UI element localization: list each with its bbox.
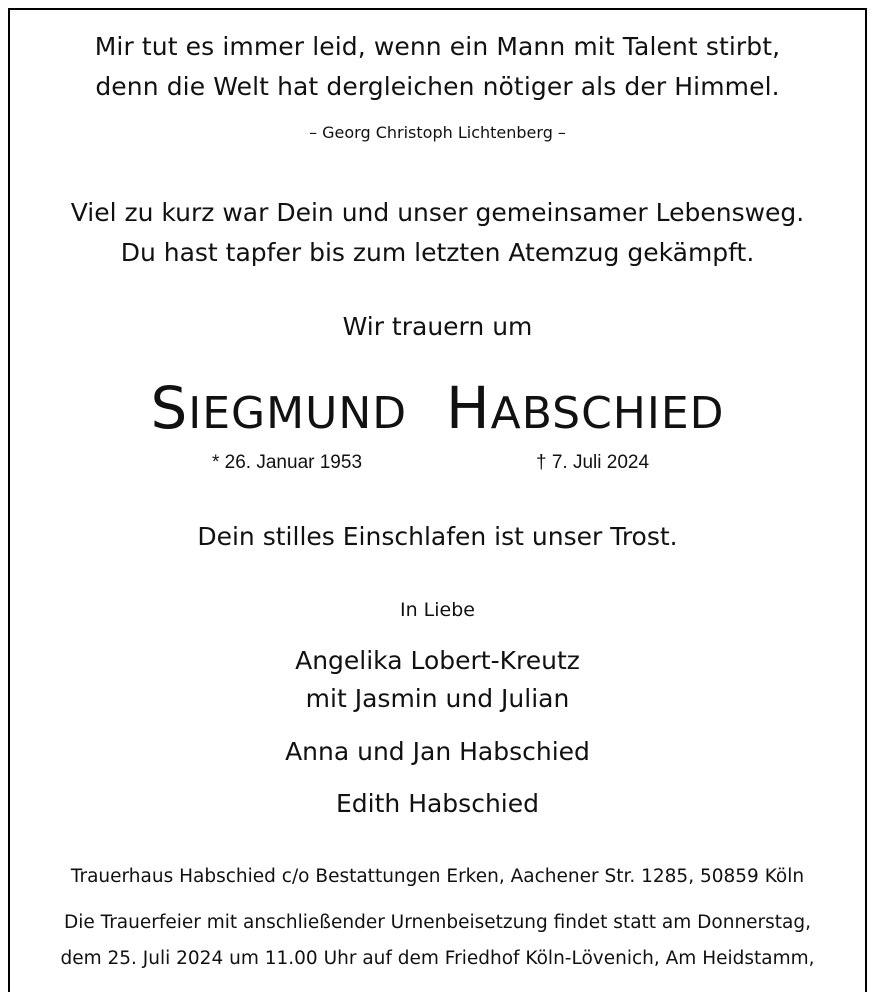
quote-line-1: Mir tut es immer leid, wenn ein Mann mit Talent stirbt, xyxy=(94,32,781,61)
last-name-rest: ABSCHIED xyxy=(490,388,725,439)
quote-author: – Georg Christoph Lichtenberg – xyxy=(309,123,566,142)
last-name-initial: H xyxy=(446,374,491,442)
ceremony-line-2: dem 25. Juli 2024 um 11.00 Uhr auf dem Friedhof Köln-Lövenich, Am Heidstamm, xyxy=(60,948,815,969)
mourning-intro: Wir trauern um xyxy=(342,312,533,341)
deceased-name xyxy=(10,374,865,442)
mourner-line-4: Edith Habschied xyxy=(335,789,539,818)
mourner-line-3: Anna und Jan Habschied xyxy=(285,737,590,766)
obituary-frame xyxy=(8,8,867,992)
death-date: † 7. Juli 2024 xyxy=(536,452,650,473)
mourning-house-address: Trauerhaus Habschied c/o Bestattungen Erken, Aachener Str. 1285, 50859 Köln xyxy=(70,866,805,887)
mourner-line-1: Angelika Lobert-Kreutz xyxy=(295,646,580,675)
birth-date: * 26. Januar 1953 xyxy=(212,452,363,473)
verse-line-2: Du hast tapfer bis zum letzten Atemzug gekämpft. xyxy=(120,238,755,267)
consolation-line: Dein stilles Einschlafen ist unser Trost. xyxy=(197,522,678,551)
mourner-line-2: mit Jasmin und Julian xyxy=(305,684,570,713)
in-love-label: In Liebe xyxy=(400,599,475,621)
quote-line-2: denn die Welt hat dergleichen nötiger als der Himmel. xyxy=(95,72,780,101)
ceremony-line-1: Die Trauerfeier mit anschließender Urnenbeisetzung findet statt am Donnerstag, xyxy=(63,912,812,933)
first-name-initial: S xyxy=(150,374,189,442)
first-name-rest: IEGMUND xyxy=(188,388,408,439)
verse-line-1: Viel zu kurz war Dein und unser gemeinsamer Lebensweg. xyxy=(70,198,805,227)
